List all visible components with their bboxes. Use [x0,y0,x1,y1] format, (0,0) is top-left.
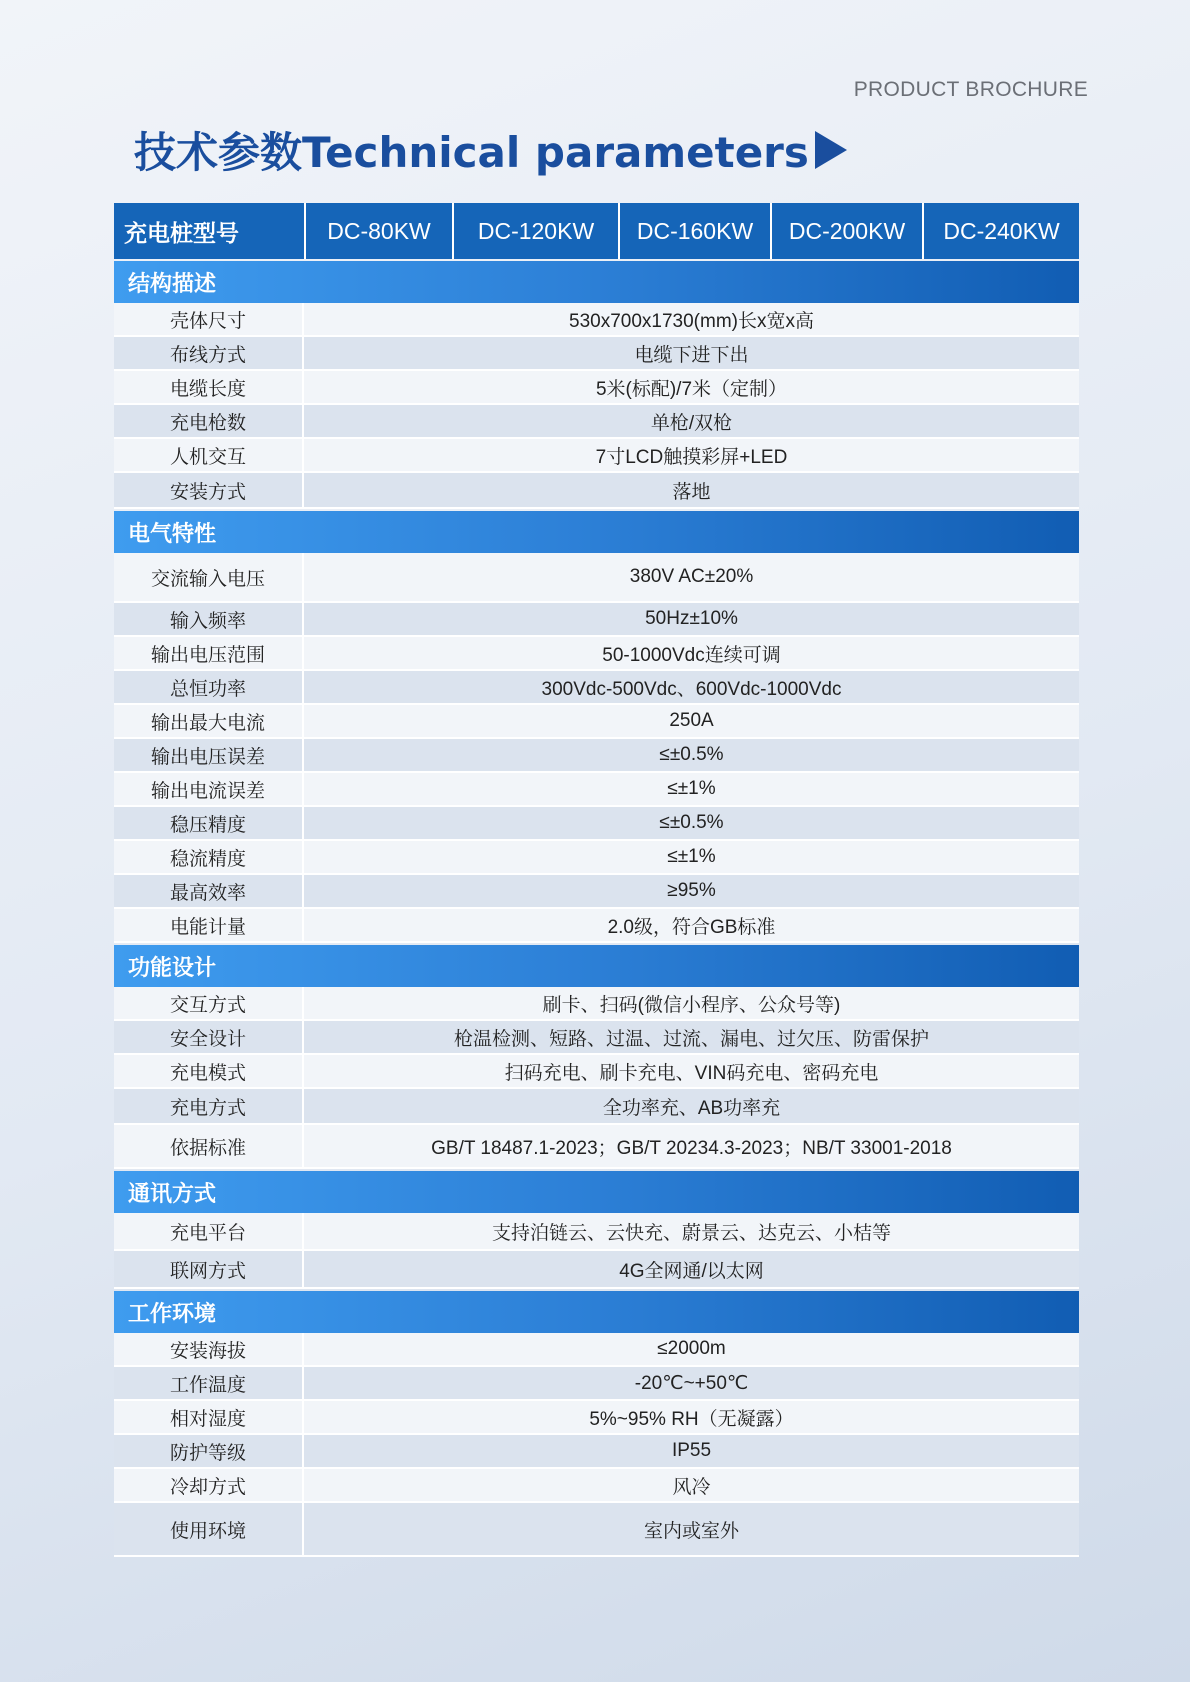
row-value: -20℃~+50℃ [634,1372,749,1394]
table-header-row [114,203,1079,259]
table-row [114,439,1079,473]
row-label: 工作温度 [114,1367,304,1399]
row-value: 530x700x1730(mm)长x宽x高 [569,310,814,332]
row-label: 人机交互 [114,439,304,471]
row-label: 交互方式 [114,987,304,1019]
row-label: 壳体尺寸 [114,303,304,335]
row-value: ≤±1% [667,846,716,867]
row-label: 安装方式 [114,473,304,507]
table-row [114,909,1079,943]
spec-sections [114,261,1079,1557]
table-row [114,1469,1079,1503]
row-label: 稳流精度 [114,841,304,873]
row-value: 电缆下进下出 [634,344,749,366]
row-value: 全功率充、AB功率充 [602,1097,781,1119]
row-value: 300Vdc-500Vdc、600Vdc-1000Vdc [541,678,842,700]
table-row [114,671,1079,705]
row-label: 输出电压误差 [114,739,304,771]
table-row [114,1055,1079,1089]
row-value: ≥95% [667,880,716,901]
row-label: 充电枪数 [114,405,304,437]
row-value: 刷卡、扫码(微信小程序、公众号等) [542,994,841,1016]
table-row [114,473,1079,509]
page-title-text: 技术参数Technical parameters [134,128,809,177]
table-row [114,1367,1079,1401]
table-row [114,303,1079,337]
row-label: 布线方式 [114,337,304,369]
table-row [114,987,1079,1021]
row-label: 输出电流误差 [114,773,304,805]
row-value: 4G全网通/以太网 [619,1260,764,1282]
row-value: ≤2000m [657,1338,726,1359]
section-header: 工作环境 [114,1291,1079,1333]
row-label: 电能计量 [114,909,304,941]
row-label: 充电方式 [114,1089,304,1123]
table-row [114,637,1079,671]
table-row [114,553,1079,603]
row-value: ≤±0.5% [659,812,724,833]
table-row [114,1251,1079,1289]
row-label: 输入频率 [114,603,304,635]
column-header-dc80: DC-80KW [306,203,454,259]
row-value: 250A [669,710,714,731]
play-arrow-icon [815,131,847,169]
row-value: 50-1000Vdc连续可调 [602,644,781,666]
table-row [114,1401,1079,1435]
row-label: 输出电压范围 [114,637,304,669]
table-row [114,1213,1079,1251]
row-value: ≤±1% [667,778,716,799]
table-row [114,807,1079,841]
table-row [114,603,1079,637]
row-label: 安装海拔 [114,1333,304,1365]
section-header: 通讯方式 [114,1171,1079,1213]
row-value: 枪温检测、短路、过温、过流、漏电、过欠压、防雷保护 [453,1028,929,1050]
page-title [134,120,847,180]
table-row [114,337,1079,371]
column-header-model: 充电桩型号 [114,203,306,259]
row-label: 总恒功率 [114,671,304,703]
table-row [114,371,1079,405]
table-row [114,739,1079,773]
row-label: 使用环境 [114,1503,304,1555]
table-row [114,841,1079,875]
row-label: 冷却方式 [114,1469,304,1501]
table-row [114,1503,1079,1557]
table-row [114,773,1079,807]
section-header: 电气特性 [114,511,1079,553]
row-label: 稳压精度 [114,807,304,839]
row-value: 支持泊链云、云快充、蔚景云、达克云、小桔等 [491,1222,891,1244]
row-label: 最高效率 [114,875,304,907]
row-value: 室内或室外 [643,1520,739,1542]
column-header-dc160: DC-160KW [620,203,772,259]
table-row [114,875,1079,909]
section-header: 结构描述 [114,261,1079,303]
row-value: 5米(标配)/7米（定制） [595,378,788,400]
section-header: 功能设计 [114,945,1079,987]
row-label: 相对湿度 [114,1401,304,1433]
row-label: 充电平台 [114,1213,304,1249]
row-value: 50Hz±10% [645,608,738,629]
row-value: 7寸LCD触摸彩屏+LED [595,446,788,468]
row-label: 安全设计 [114,1021,304,1053]
table-row [114,1125,1079,1169]
row-value: 落地 [672,481,711,503]
row-label: 输出最大电流 [114,705,304,737]
table-row [114,1089,1079,1125]
row-label: 依据标准 [114,1125,304,1167]
column-header-dc240: DC-240KW [924,203,1079,259]
row-value: 380V AC±20% [629,566,754,587]
brochure-label: PRODUCT BROCHURE [853,78,1088,101]
column-header-dc120: DC-120KW [454,203,620,259]
table-row [114,1435,1079,1469]
row-label: 联网方式 [114,1251,304,1287]
table-row [114,1333,1079,1367]
spec-table [114,203,1079,1557]
row-label: 交流输入电压 [114,553,304,601]
row-value: 2.0级，符合GB标准 [607,916,776,938]
row-value: 5%~95% RH（无凝露） [589,1408,794,1430]
row-value: 扫码充电、刷卡充电、VIN码充电、密码充电 [504,1062,879,1084]
row-label: 充电模式 [114,1055,304,1087]
row-value: IP55 [671,1440,712,1461]
column-header-dc200: DC-200KW [772,203,924,259]
row-value: ≤±0.5% [659,744,724,765]
row-value: GB/T 18487.1-2023；GB/T 20234.3-2023；NB/T 33001-2018 [431,1137,952,1159]
row-value: 单枪/双枪 [650,412,733,434]
table-row [114,705,1079,739]
row-label: 防护等级 [114,1435,304,1467]
row-value: 风冷 [672,1476,711,1498]
table-row [114,1021,1079,1055]
table-row [114,405,1079,439]
row-label: 电缆长度 [114,371,304,403]
